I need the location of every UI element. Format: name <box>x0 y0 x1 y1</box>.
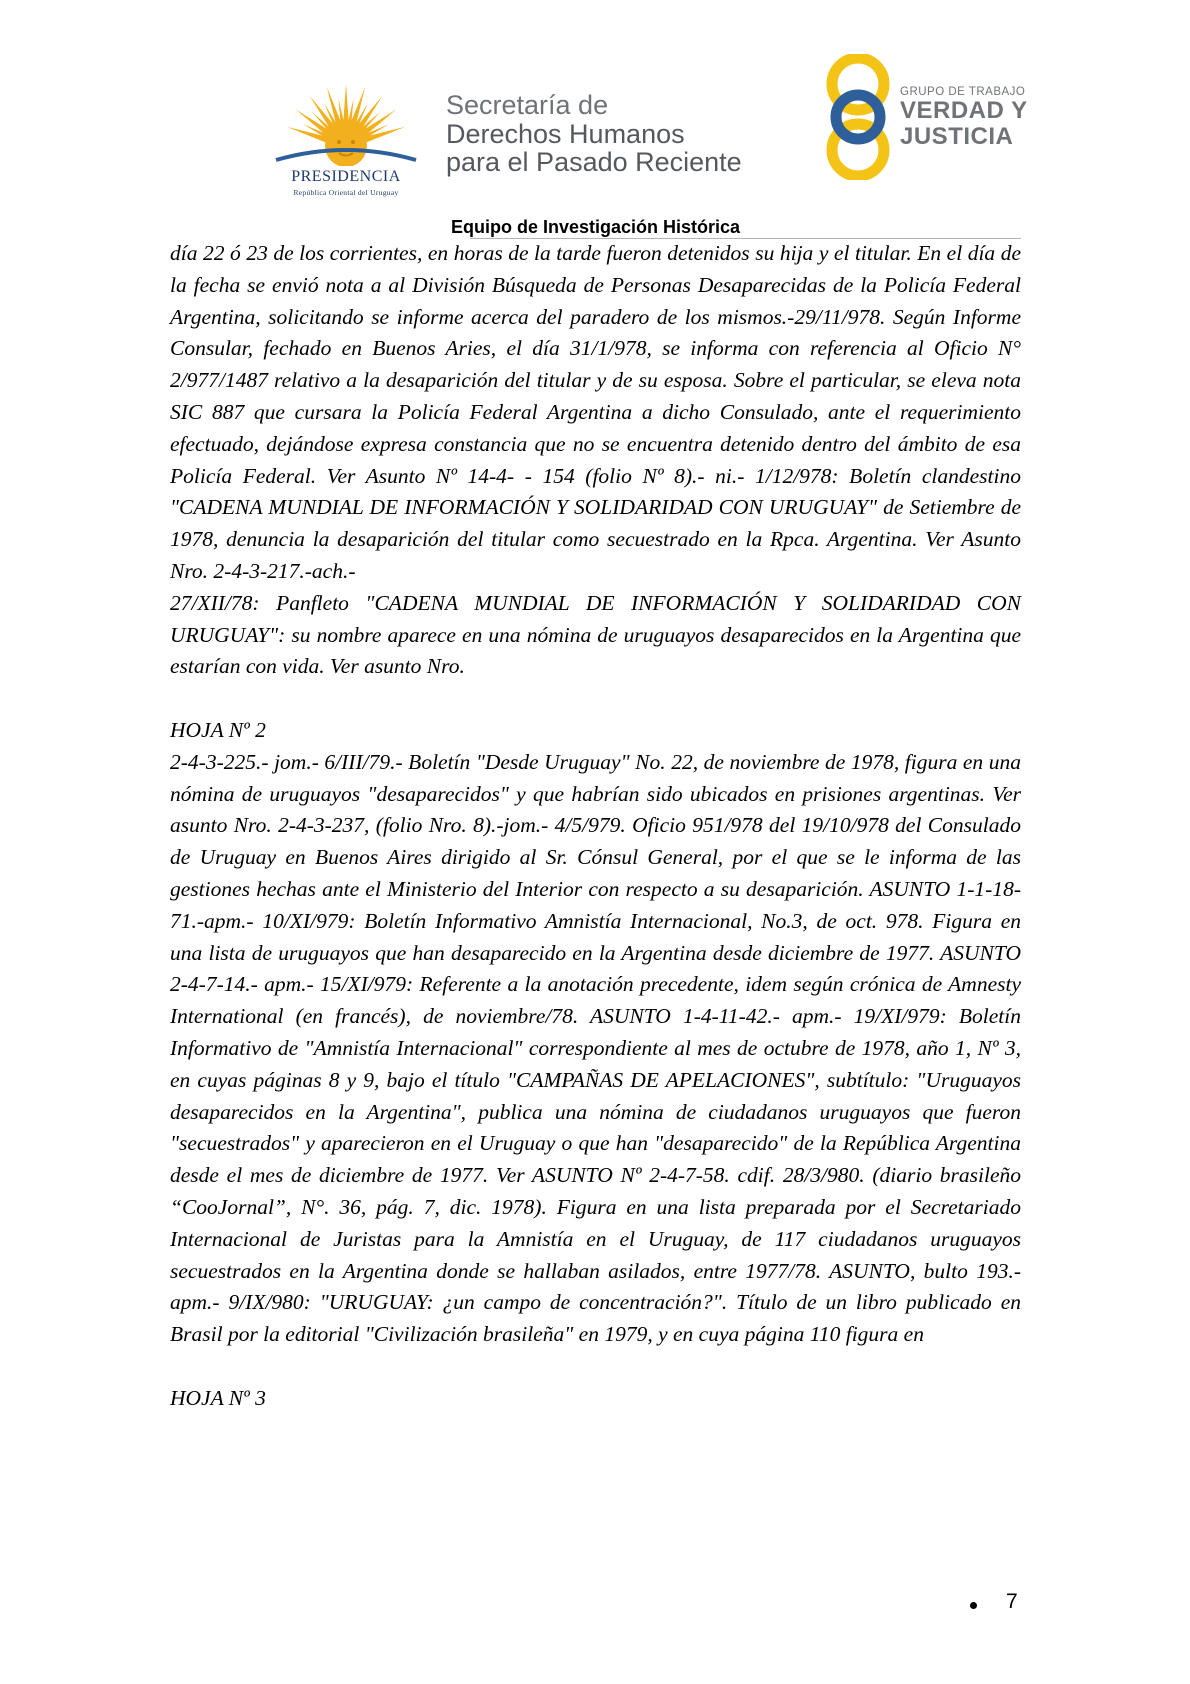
grupo-line-3: JUSTICIA <box>900 123 1014 150</box>
secretaria-line-1: Secretaría de <box>446 90 609 120</box>
sheet-heading: HOJA Nº 3 <box>170 1385 266 1410</box>
sun-emblem-icon <box>272 82 420 166</box>
document-header-logos <box>0 52 1190 197</box>
verdad-justicia-emblem-icon <box>818 54 898 180</box>
document-body <box>170 238 1021 1414</box>
grupo-line-1: GRUPO DE TRABAJO <box>900 86 1026 98</box>
grupo-line-2: VERDAD Y <box>900 97 1028 124</box>
paragraph-spacer <box>170 1351 1021 1383</box>
body-paragraph: día 22 ó 23 de los corrientes, en horas de la tarde fueron detenidos su hija y el titular. En el día de la fecha se envió nota a al División Búsqueda de Personas Desaparecidas de la Policía Federal Argentina, solicitando se informe acerca del paradero de los mismos.-29/11/978. Según Informe Consular, fechado en Buenos Aries, el día 31/1/978, se informa con referencia al Oficio N° 2/977/1487 relativo a la desaparición del titular y de su esposa. Sobre el particular, se eleva nota SIC 887 que cursara la Policía Federal Argentina a dicho Consulado, ante el requerimiento efectuado, dejándose expresa constancia que no se encuentra detenido dentro del ámbito de esa Policía Federal. Ver Asunto Nº 14-4- - 154 (folio Nº 8).- ni.- 1/12/978: Boletín clandestino "CADENA MUNDIAL DE INFORMACIÓN Y SOLIDARIDAD CON URUGUAY" de Setiembre de 1978, denuncia la desaparición del titular como secuestrado en la Rpca. Argentina. Ver Asunto Nro. 2-4-3-217.-ach.- <box>170 241 1021 583</box>
presidencia-name: PRESIDENCIA <box>291 168 401 185</box>
page-footer <box>970 1590 1030 1620</box>
paragraph-spacer <box>170 683 1021 715</box>
sheet-heading: HOJA Nº 2 <box>170 717 266 742</box>
page-number: 7 <box>1006 1590 1018 1613</box>
secretaria-line-3: para el Pasado Reciente <box>446 147 742 177</box>
verdad-justicia-logo-text <box>900 86 1028 150</box>
presidencia-subtitle: República Oriental del Uruguay <box>293 188 399 197</box>
body-paragraph: 27/XII/78: Panfleto "CADENA MUNDIAL DE INFORMACIÓN Y SOLIDARIDAD CON URUGUAY": su nombre aparece en una nómina de uruguayos desaparecidos en la Argentina que estarían con vida. Ver asunto Nro. <box>170 590 1021 679</box>
team-heading: Equipo de Investigación Histórica <box>450 217 741 237</box>
secretaria-logo-text <box>446 90 742 176</box>
presidencia-logo <box>272 82 420 200</box>
secretaria-line-2: Derechos Humanos <box>446 119 685 149</box>
bullet-icon <box>970 1602 977 1609</box>
body-paragraph: 2-4-3-225.- jom.- 6/III/79.- Boletín "Desde Uruguay" No. 22, de noviembre de 1978, figura en una nómina de uruguayos "desaparecidos" y que habrían sido ubicados en prisiones argentinas. Ver asunto Nro. 2-4-3-237, (folio Nro. 8).-jom.- 4/5/979. Oficio 951/978 del 19/10/978 del Consulado de Uruguay en Buenos Aires dirigido al Sr. Cónsul General, por el que se le informa de las gestiones hechas ante el Ministerio del Interior con respecto a su desaparición. ASUNTO 1-1-18-71.-apm.- 10/XI/979: Boletín Informativo Amnistía Internacional, No.3, de oct. 978. Figura en una lista de uruguayos que han desaparecido en la Argentina desde diciembre de 1977. ASUNTO 2-4-7-14.- apm.- 15/XI/979: Referente a la anotación precedente, idem según crónica de Amnesty International (en francés), de noviembre/78. ASUNTO 1-4-11-42.- apm.- 19/XI/979: Boletín Informativo de "Amnistía Internacional" correspondiente al mes de octubre de 1978, año 1, Nº 3, en cuyas páginas 8 y 9, bajo el título "CAMPAÑAS DE APELACIONES", subtítulo: "Uruguayos desaparecidos en la Argentina", publica una nómina de ciudadanos uruguayos que fueron "secuestrados" y aparecieron en el Uruguay o que han "desaparecido" de la República Argentina desde el mes de diciembre de 1977. Ver ASUNTO Nº 2-4-7-58. cdif. 28/3/980. (diario brasileño “CooJornal”, N°. 36, pág. 7, dic. 1978). Figura en una lista preparada por el Secretariado Internacional de Juristas para la Amnistía en el Uruguay, de 117 ciudadanos uruguayos secuestrados en la Argentina donde se hallaban asilados, entre 1977/78. ASUNTO, bulto 193.- apm.- 9/IX/980: "URUGUAY: ¿un campo de concentración?". Título de un libro publicado en Brasil por la editorial "Civilización brasileña" en 1979, y en cuya página 110 figura en <box>170 749 1021 1347</box>
